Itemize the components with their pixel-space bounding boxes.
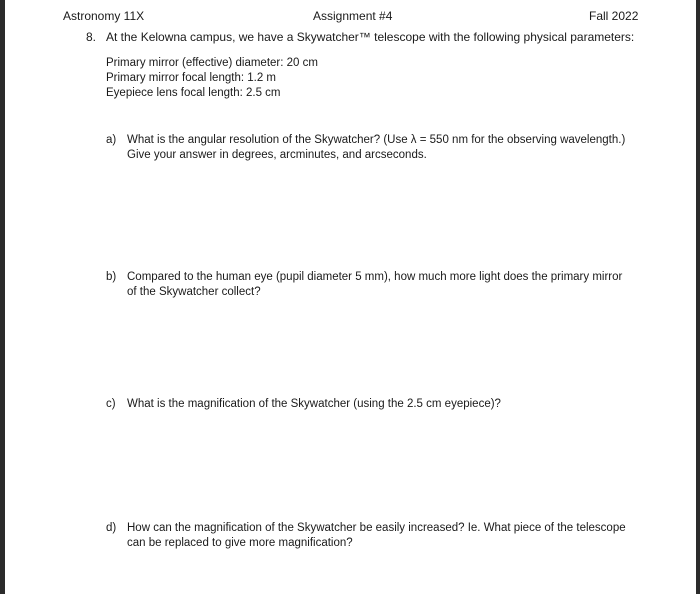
part-text [127,270,647,300]
part-label: d) [106,522,117,534]
assignment-title: Assignment #4 [313,9,393,23]
question-intro: At the Kelowna campus, we have a Skywatcher™ telescope with the following physical parameters: [106,30,635,44]
part-label: c) [106,398,116,410]
part-text [127,521,647,551]
right-page-edge [696,0,700,594]
left-page-edge [0,0,5,594]
part-text-line: What is the magnification of the Skywatcher (using the 2.5 cm eyepiece)? [127,398,501,410]
part-text-line: What is the angular resolution of the Skywatcher? (Use λ = 550 nm for the observing wavelength.) [127,134,626,146]
part-text-line: How can the magnification of the Skywatcher be easily increased? Ie. What piece of the telescope [127,522,626,534]
part-text-line: of the Skywatcher collect? [127,286,261,298]
part-label: a) [106,134,117,146]
question-number: 8. [86,30,97,44]
part-text-line: Give your answer in degrees, arcminutes, and arcseconds. [127,149,427,161]
course-title: Astronomy 11X [63,9,145,23]
part-text-line: can be replaced to give more magnification? [127,537,353,549]
term-label: Fall 2022 [589,9,639,23]
parameter-item: Eyepiece lens focal length: 2.5 cm [106,87,281,99]
part-label: b) [106,271,117,283]
parameter-item: Primary mirror focal length: 1.2 m [106,72,276,84]
part-text [127,133,647,163]
parameter-list [106,56,318,101]
page-header [0,9,700,29]
part-text-line: Compared to the human eye (pupil diameter 5 mm), how much more light does the primary mirror [127,271,623,283]
part-text [127,397,647,412]
parameter-item: Primary mirror (effective) diameter: 20 cm [106,57,318,69]
